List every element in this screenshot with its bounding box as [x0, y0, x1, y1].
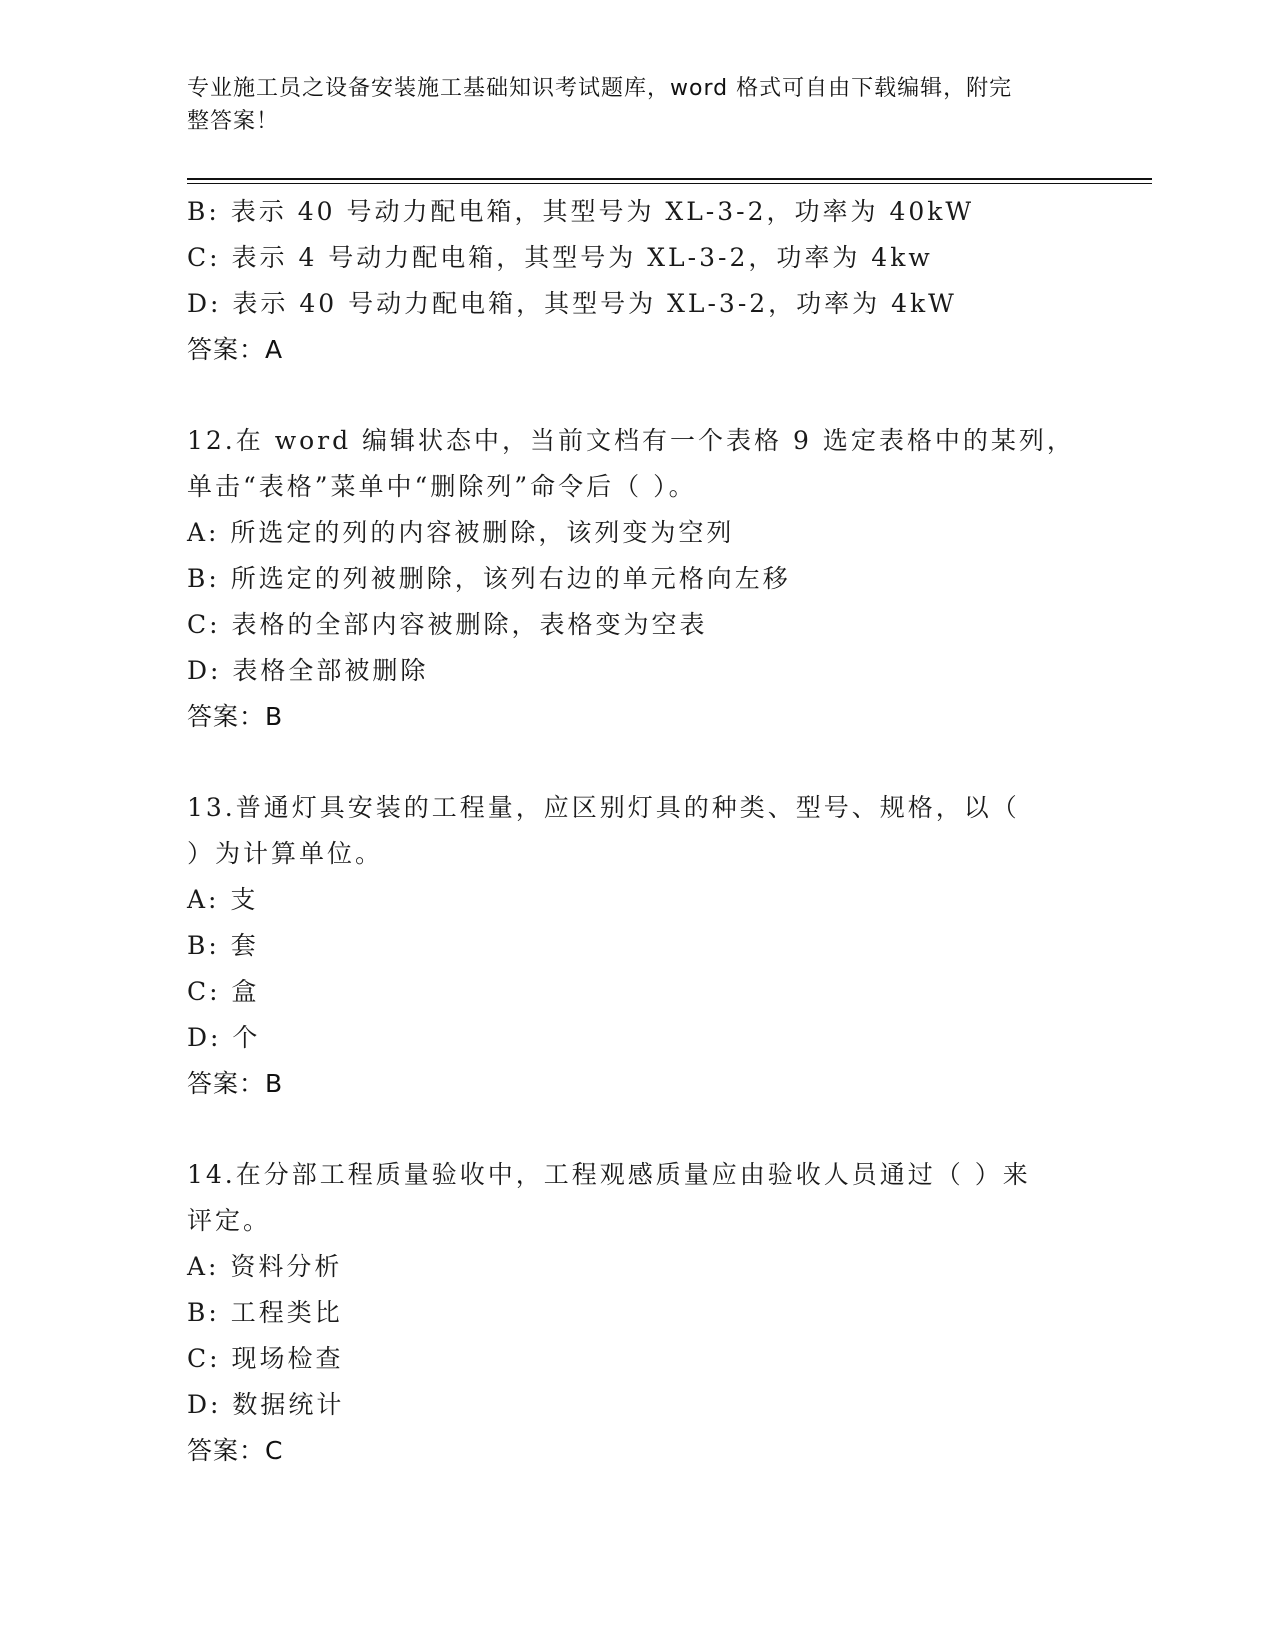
option-c: C: 现场检查: [187, 1344, 344, 1373]
option-a: A: 所选定的列的内容被删除，该列变为空列: [187, 518, 735, 547]
spacer: [187, 1107, 1087, 1152]
question-text-line-2: ）为计算单位。: [187, 839, 384, 868]
answer: 答案：B: [187, 1069, 284, 1098]
option-b: B: 工程类比: [187, 1298, 343, 1327]
question-text-line-2: 单击“表格”菜单中“删除列”命令后（ ）。: [187, 472, 697, 501]
header-divider-thin: [187, 183, 1152, 184]
question-12: [187, 418, 1087, 740]
option-a: A: 资料分析: [187, 1252, 343, 1281]
question-14: [187, 1152, 1087, 1474]
option-b: B: 所选定的列被删除，该列右边的单元格向左移: [187, 564, 791, 593]
question-text-line-2: 评定。: [187, 1206, 272, 1235]
header-line-2: 整答案！: [187, 109, 280, 134]
option-d: D: 个: [187, 1023, 261, 1052]
spacer: [187, 373, 1087, 418]
option-c: C: 盒: [187, 977, 260, 1006]
spacer: [187, 740, 1087, 785]
document-body: [187, 189, 1087, 1474]
option-d: D: 数据统计: [187, 1390, 345, 1419]
question-11-continued: [187, 189, 1087, 373]
header-line-1: 专业施工员之设备安装施工基础知识考试题库，word 格式可自由下载编辑，附完: [187, 76, 1013, 101]
question-text-line-1: 13.普通灯具安装的工程量，应区别灯具的种类、型号、规格，以（: [187, 793, 1020, 822]
option-b: B: 表示 40 号动力配电箱，其型号为 XL-3-2，功率为 40kW: [187, 197, 975, 226]
option-d: D: 表示 40 号动力配电箱，其型号为 XL-3-2，功率为 4kW: [187, 289, 957, 318]
option-a: A: 支: [187, 885, 259, 914]
option-d: D: 表格全部被删除: [187, 656, 429, 685]
question-13: [187, 785, 1087, 1107]
answer: 答案：A: [187, 335, 284, 364]
option-b: B: 套: [187, 931, 259, 960]
question-text-line-1: 12.在 word 编辑状态中，当前文档有一个表格 9 选定表格中的某列，: [187, 426, 1075, 455]
answer: 答案：C: [187, 1436, 284, 1465]
answer: 答案：B: [187, 702, 284, 731]
question-text-line-1: 14.在分部工程质量验收中，工程观感质量应由验收人员通过（ ）来: [187, 1160, 1031, 1189]
option-c: C: 表示 4 号动力配电箱，其型号为 XL-3-2，功率为 4kw: [187, 243, 933, 272]
document-header: [187, 72, 1067, 138]
header-divider-thick: [187, 178, 1152, 180]
option-c: C: 表格的全部内容被删除，表格变为空表: [187, 610, 708, 639]
